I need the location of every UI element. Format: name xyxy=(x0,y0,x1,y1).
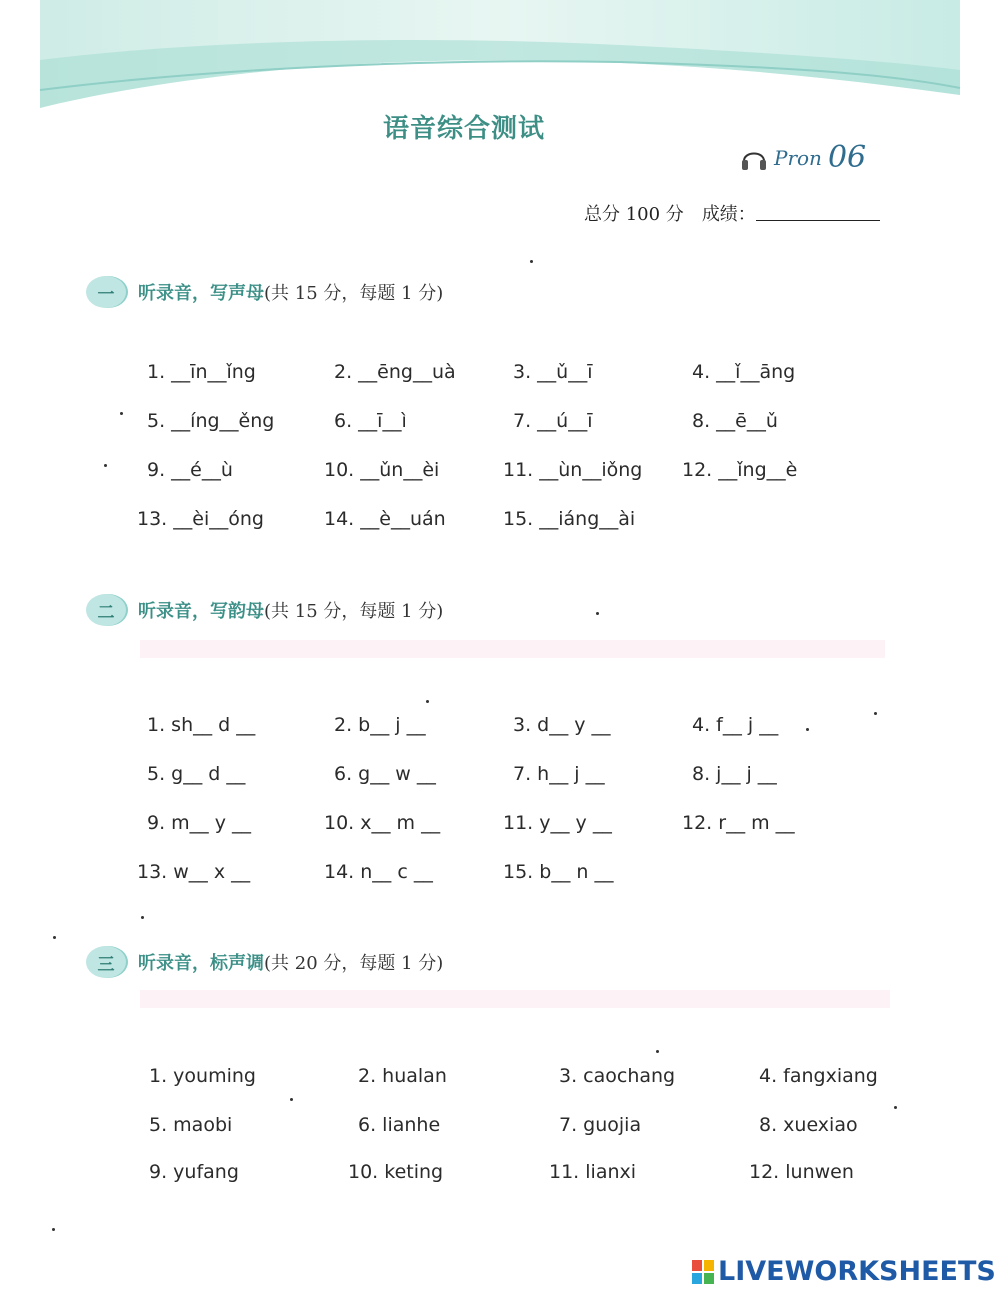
scan-speck xyxy=(530,260,533,263)
question-item[interactable]: 2. hualan xyxy=(358,1065,447,1087)
liveworksheets-logo-icon xyxy=(692,1260,714,1284)
scan-speck xyxy=(141,916,144,919)
grade-label: 成绩： xyxy=(701,204,756,225)
question-item[interactable]: 7. guojia xyxy=(559,1114,642,1136)
pron-word: Pron xyxy=(774,145,822,170)
question-item[interactable]: 5. maobi xyxy=(149,1114,233,1136)
scan-speck xyxy=(894,1106,897,1109)
scan-speck xyxy=(806,728,809,731)
section-title-text: 听录音，写声母 xyxy=(138,283,264,304)
question-item[interactable]: 12. lunwen xyxy=(749,1161,854,1183)
question-item[interactable]: 12. r__ m __ xyxy=(682,812,795,834)
question-item[interactable]: 4. fangxiang xyxy=(759,1065,878,1087)
section-title xyxy=(138,279,443,305)
section-1-header xyxy=(86,276,443,308)
question-item[interactable]: 7. __ú__ī xyxy=(513,410,593,432)
question-item[interactable]: 7. h__ j __ xyxy=(513,763,605,785)
section-note: (共 20 分，每题 1 分) xyxy=(264,953,444,974)
question-item[interactable]: 8. __ē__ǔ xyxy=(692,410,778,432)
scan-speck xyxy=(874,712,877,715)
question-item[interactable]: 6. g__ w __ xyxy=(334,763,436,785)
question-item[interactable]: 13. __èi__óng xyxy=(137,508,264,530)
question-item[interactable]: 5. __íng__ěng xyxy=(147,410,275,432)
section-title xyxy=(138,949,443,975)
question-item[interactable]: 1. youming xyxy=(149,1065,256,1087)
scan-speck xyxy=(596,612,599,615)
section-badge: 三 xyxy=(86,946,126,978)
question-item[interactable]: 14. n__ c __ xyxy=(324,861,433,883)
question-item[interactable]: 11. __ùn__iǒng xyxy=(503,459,643,481)
question-item[interactable]: 15. __iáng__ài xyxy=(503,508,636,530)
question-item[interactable]: 3. caochang xyxy=(559,1065,676,1087)
section-title xyxy=(138,597,443,623)
question-item[interactable]: 12. __ǐng__è xyxy=(682,459,798,481)
score-line xyxy=(584,200,880,226)
section-3-header xyxy=(86,946,443,978)
question-item[interactable]: 6. lianhe xyxy=(358,1114,441,1136)
faded-band xyxy=(140,640,885,658)
section-note: (共 15 分，每题 1 分) xyxy=(264,601,444,622)
question-item[interactable]: 1. __īn__ǐng xyxy=(147,361,256,383)
grade-input-line[interactable] xyxy=(756,200,880,221)
section-2-header xyxy=(86,594,443,626)
scan-speck xyxy=(120,412,123,415)
question-item[interactable]: 15. b__ n __ xyxy=(503,861,614,883)
question-item[interactable]: 9. m__ y __ xyxy=(147,812,251,834)
liveworksheets-logo xyxy=(692,1256,996,1287)
question-item[interactable]: 8. xuexiao xyxy=(759,1114,858,1136)
page-title: 语音综合测试 xyxy=(382,114,545,144)
question-item[interactable]: 1. sh__ d __ xyxy=(147,714,256,736)
question-item[interactable]: 5. g__ d __ xyxy=(147,763,246,785)
section-note: (共 15 分，每题 1 分) xyxy=(264,283,444,304)
question-item[interactable]: 14. __è__uán xyxy=(324,508,446,530)
question-item[interactable]: 2. __ēng__uà xyxy=(334,361,456,383)
question-item[interactable]: 6. __ī__ì xyxy=(334,410,407,432)
scan-speck xyxy=(104,464,107,467)
scan-speck xyxy=(426,700,429,703)
question-item[interactable]: 9. yufang xyxy=(149,1161,239,1183)
headphones-icon xyxy=(740,143,768,173)
section-badge: 一 xyxy=(86,276,126,308)
question-item[interactable]: 4. __ǐ__āng xyxy=(692,361,796,383)
scan-speck xyxy=(656,1050,659,1053)
section-title-text: 听录音，写韵母 xyxy=(138,601,264,622)
question-item[interactable]: 13. w__ x __ xyxy=(137,861,251,883)
scan-speck xyxy=(290,1098,293,1101)
question-item[interactable]: 11. y__ y __ xyxy=(503,812,612,834)
question-item[interactable]: 10. __ǔn__èi xyxy=(324,459,440,481)
question-item[interactable]: 2. b__ j __ xyxy=(334,714,426,736)
question-item[interactable]: 3. d__ y __ xyxy=(513,714,611,736)
question-item[interactable]: 11. lianxi xyxy=(549,1161,637,1183)
question-item[interactable]: 9. __é__ù xyxy=(147,459,233,481)
question-item[interactable]: 10. x__ m __ xyxy=(324,812,441,834)
question-item[interactable]: 4. f__ j __ xyxy=(692,714,779,736)
pron-number: 06 xyxy=(827,140,867,175)
question-item[interactable]: 8. j__ j __ xyxy=(692,763,777,785)
total-score-label: 总分 100 分 xyxy=(584,204,684,225)
liveworksheets-text: LIVEWORKSHEETS xyxy=(718,1256,996,1287)
section-title-text: 听录音，标声调 xyxy=(138,953,264,974)
section-badge: 二 xyxy=(86,594,126,626)
header-banner xyxy=(0,0,1000,120)
question-item[interactable]: 10. keting xyxy=(348,1161,444,1183)
pron-label xyxy=(740,140,866,175)
scan-speck xyxy=(53,936,56,939)
faded-band xyxy=(140,990,890,1008)
question-item[interactable]: 3. __ǔ__ī xyxy=(513,361,593,383)
scan-speck xyxy=(52,1228,55,1231)
